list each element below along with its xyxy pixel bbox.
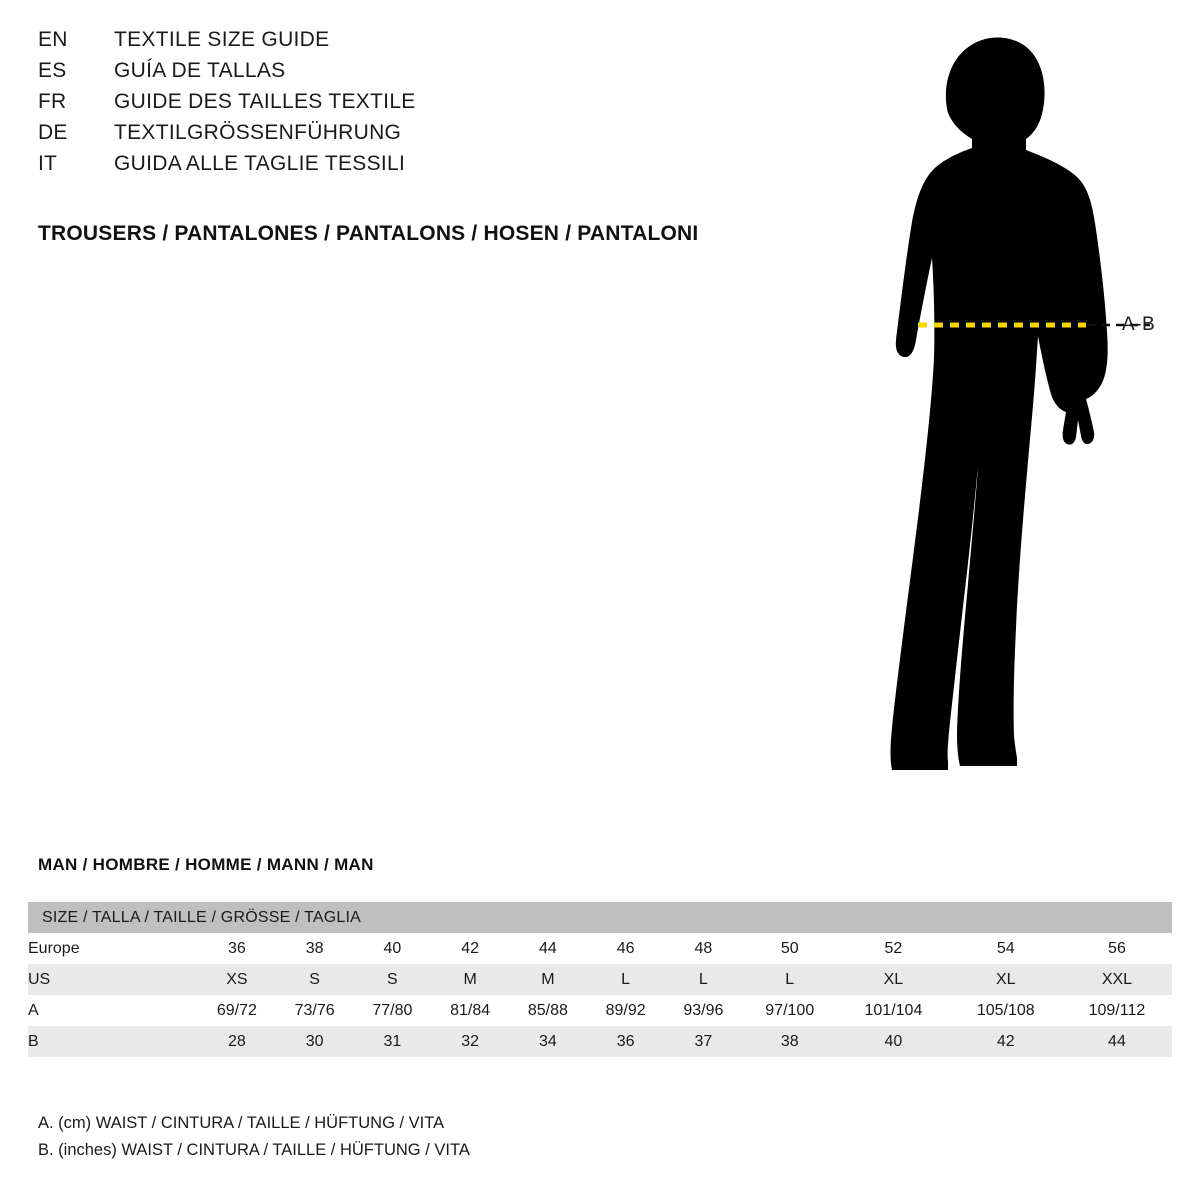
table-cell: XXL [1101, 970, 1133, 988]
table-cell: 42 [461, 939, 480, 957]
male-silhouette-figure [830, 18, 1190, 798]
table-cell: 52 [884, 939, 903, 957]
language-row [38, 59, 818, 90]
table-header-label: SIZE / TALLA / TAILLE / GRÖSSE / TAGLIA [42, 908, 362, 926]
table-cell: 50 [780, 939, 799, 957]
table-cell: 31 [383, 1032, 402, 1050]
table-cell: M [463, 970, 477, 988]
table-row [28, 995, 1172, 1026]
table-cell: 77/80 [372, 1001, 413, 1019]
table-cell: 101/104 [864, 1001, 923, 1019]
table-cell: 46 [616, 939, 635, 957]
table-cell: 42 [996, 1032, 1015, 1050]
table-cell: 34 [538, 1032, 557, 1050]
measure-label-ab: A-B [1122, 314, 1156, 335]
table-row [28, 933, 1172, 964]
language-title: TEXTILE SIZE GUIDE [114, 28, 330, 51]
language-row [38, 28, 818, 59]
table-cell: S [309, 970, 320, 988]
table-cell: 28 [227, 1032, 246, 1050]
language-title: GUÍA DE TALLAS [114, 59, 286, 82]
size-table [28, 902, 1172, 1057]
garment-type-title: TROUSERS / PANTALONES / PANTALONS / HOSEN / PANTALONI [38, 222, 699, 245]
table-header-row [28, 902, 1172, 933]
table-cell: 44 [538, 939, 557, 957]
language-code: ES [38, 59, 67, 82]
table-cell: 40 [884, 1032, 903, 1050]
table-cell: 32 [461, 1032, 480, 1050]
table-cell: 69/72 [216, 1001, 257, 1019]
footnotes-block [38, 1110, 470, 1164]
table-cell: 89/92 [605, 1001, 646, 1019]
language-row [38, 90, 818, 121]
table-cell: 48 [694, 939, 713, 957]
table-row [28, 964, 1172, 995]
language-code: IT [38, 152, 58, 175]
table-cell: 38 [305, 939, 324, 957]
table-cell: XL [995, 970, 1016, 988]
table-cell: 81/84 [450, 1001, 491, 1019]
table-cell: XL [883, 970, 904, 988]
language-title: GUIDE DES TAILLES TEXTILE [114, 90, 416, 113]
silhouette-shape [891, 37, 1108, 770]
table-cell: L [785, 970, 795, 988]
table-cell: 44 [1108, 1032, 1126, 1050]
table-cell: XS [226, 970, 248, 988]
table-row [28, 1026, 1172, 1057]
table-cell: 105/108 [976, 1001, 1035, 1019]
footnote-a: A. (cm) WAIST / CINTURA / TAILLE / HÜFTUNG / VITA [38, 1114, 445, 1132]
table-section-title: MAN / HOMBRE / HOMME / MANN / MAN [38, 855, 374, 874]
language-code: DE [38, 121, 68, 144]
table-cell: 97/100 [765, 1001, 815, 1019]
table-cell: 93/96 [683, 1001, 724, 1019]
table-cell: 109/112 [1088, 1001, 1146, 1019]
table-cell: 40 [383, 939, 402, 957]
table-cell: 73/76 [294, 1001, 335, 1019]
table-cell: 36 [616, 1032, 635, 1050]
row-label: Europe [28, 939, 80, 957]
table-cell: 37 [694, 1032, 713, 1050]
table-cell: 36 [227, 939, 246, 957]
table-cell: L [698, 970, 708, 988]
table-cell: 54 [996, 939, 1015, 957]
table-cell: 56 [1108, 939, 1126, 957]
footnote-b: B. (inches) WAIST / CINTURA / TAILLE / HÜFTUNG / VITA [38, 1141, 470, 1159]
table-cell: M [541, 970, 555, 988]
language-title: GUIDA ALLE TAGLIE TESSILI [114, 152, 406, 175]
language-title: TEXTILGRÖSSENFÜHRUNG [114, 121, 402, 144]
table-cell: L [621, 970, 631, 988]
language-code: EN [38, 28, 68, 51]
table-cell: 38 [780, 1032, 799, 1050]
row-label: US [28, 970, 51, 988]
table-cell: 85/88 [527, 1001, 568, 1019]
table-cell: 30 [305, 1032, 324, 1050]
table-cell: S [387, 970, 398, 988]
language-header-block [38, 28, 818, 183]
row-label: A [28, 1001, 39, 1019]
language-code: FR [38, 90, 67, 113]
row-label: B [28, 1032, 39, 1050]
language-row [38, 121, 818, 152]
language-row [38, 152, 818, 183]
